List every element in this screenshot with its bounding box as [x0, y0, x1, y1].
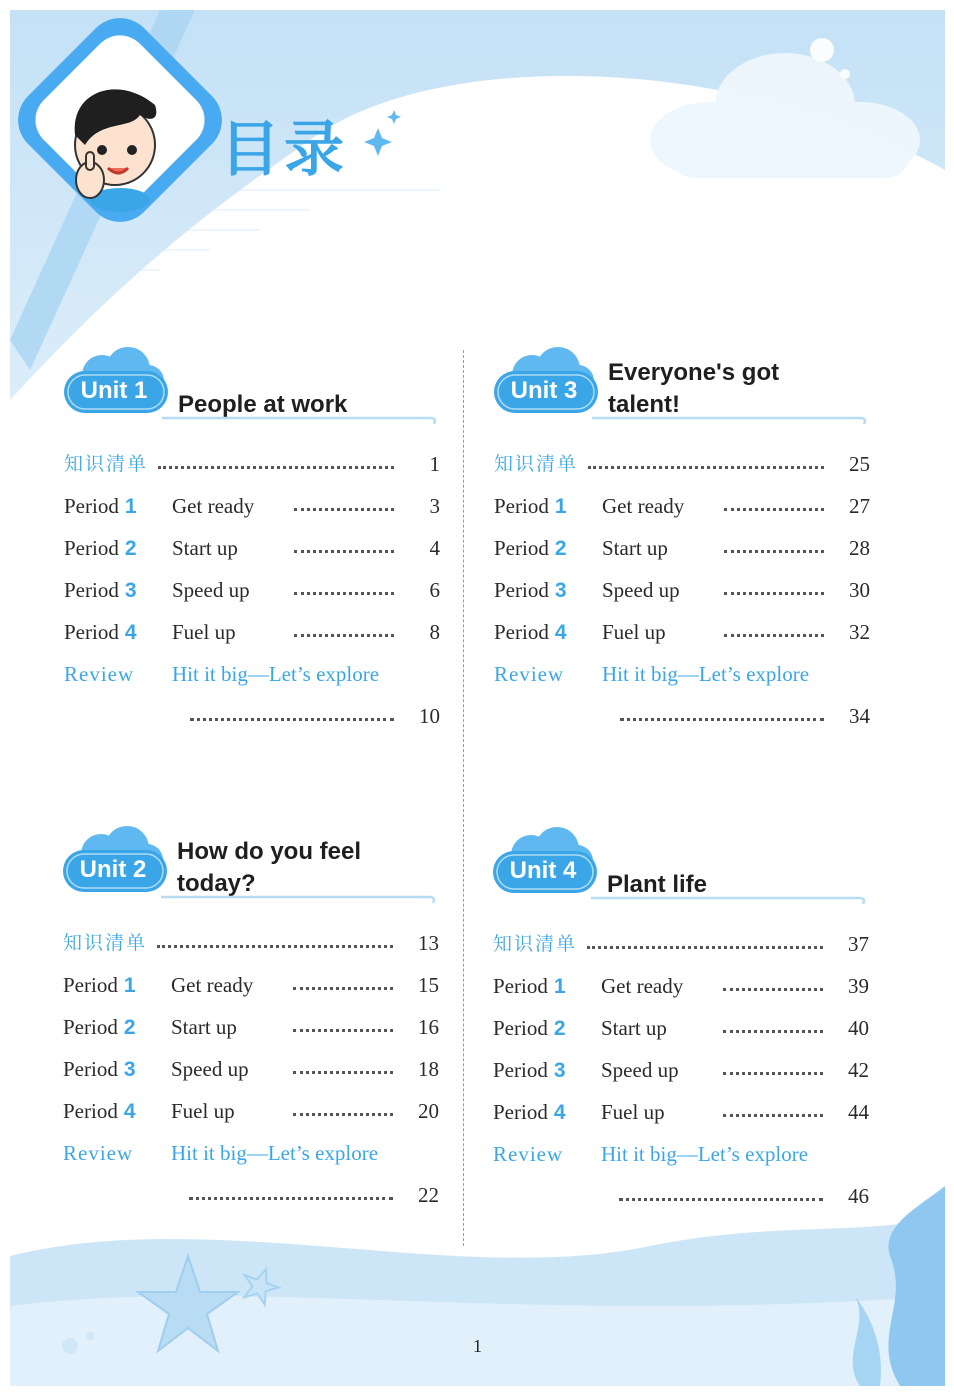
period-title: Get ready	[171, 973, 254, 997]
page-ref: 18	[418, 1057, 439, 1081]
toc-page	[10, 10, 945, 1386]
page-ref: 39	[848, 974, 869, 998]
toc-row-period[interactable]	[491, 1091, 871, 1133]
period-label	[493, 965, 566, 1008]
dot-leader	[723, 1114, 823, 1117]
page-ref: 4	[429, 536, 440, 560]
period-number: 1	[123, 974, 136, 997]
dot-leader	[294, 550, 394, 553]
page-ref: 6	[429, 578, 440, 602]
page-ref: 22	[418, 1183, 439, 1207]
period-label	[494, 527, 567, 570]
page-ref: 44	[848, 1100, 869, 1124]
period-word: Period	[63, 1099, 118, 1123]
toc-list	[62, 443, 442, 737]
dot-leader	[587, 946, 823, 949]
page-ref: 20	[418, 1099, 439, 1123]
page-ref: 32	[849, 620, 870, 644]
period-word: Period	[494, 536, 549, 560]
period-title: Speed up	[601, 1058, 679, 1082]
period-title: Speed up	[172, 578, 250, 602]
period-number: 1	[124, 495, 137, 518]
period-number: 4	[123, 1100, 136, 1123]
page-ref: 16	[418, 1015, 439, 1039]
page-ref: 1	[429, 452, 440, 476]
unit-title	[608, 357, 779, 421]
review-label: Review	[493, 1142, 564, 1166]
unit-section	[62, 345, 442, 737]
period-word: Period	[493, 1058, 548, 1082]
review-title: Hit it big—Let’s explore	[601, 1142, 809, 1166]
toc-row-period[interactable]	[492, 569, 872, 611]
unit-title-line: People at work	[178, 391, 348, 418]
summary-label: 知识清单	[494, 453, 579, 475]
unit-underline	[62, 415, 440, 425]
period-title: Start up	[172, 536, 238, 560]
unit-section	[61, 824, 441, 1216]
unit-title-line: talent!	[608, 391, 680, 418]
period-label	[63, 1090, 136, 1133]
unit-title-line: Plant life	[607, 871, 708, 898]
dot-leader	[294, 508, 394, 511]
period-title: Start up	[171, 1015, 237, 1039]
page-ref: 27	[849, 494, 870, 518]
period-title: Get ready	[172, 494, 255, 518]
toc-row-period[interactable]	[492, 485, 872, 527]
period-number: 3	[554, 579, 567, 602]
dot-leader	[158, 466, 394, 469]
period-label	[63, 1048, 136, 1091]
period-number: 4	[554, 621, 567, 644]
dot-leader	[157, 945, 393, 948]
period-title: Speed up	[602, 578, 680, 602]
summary-label: 知识清单	[64, 453, 149, 475]
period-number: 3	[123, 1058, 136, 1081]
period-word: Period	[64, 494, 119, 518]
dot-leader	[293, 1113, 393, 1116]
page-ref: 13	[418, 931, 439, 955]
toc-row-review[interactable]	[492, 653, 872, 695]
period-word: Period	[63, 973, 118, 997]
period-label	[64, 569, 137, 612]
period-number: 3	[124, 579, 137, 602]
unit-title-line: How do you feel	[177, 838, 362, 865]
dot-leader	[723, 1072, 823, 1075]
page-ref: 8	[429, 620, 440, 644]
toc-row-period[interactable]	[62, 527, 442, 569]
page-ref: 25	[849, 452, 870, 476]
period-title: Get ready	[601, 974, 684, 998]
toc-row-period[interactable]	[62, 569, 442, 611]
page-title: 目录	[220, 115, 348, 185]
toc-row-review-page	[61, 1174, 441, 1216]
page-number: 1	[473, 1336, 482, 1356]
toc-list	[492, 443, 872, 737]
review-title: Hit it big—Let’s explore	[172, 662, 380, 686]
period-word: Period	[493, 1100, 548, 1124]
period-title: Get ready	[602, 494, 685, 518]
page-ref: 37	[848, 932, 869, 956]
unit-section	[491, 825, 871, 1217]
toc-row-period[interactable]	[492, 527, 872, 569]
unit-title	[177, 836, 361, 900]
summary-label: 知识清单	[63, 932, 148, 954]
period-number: 1	[554, 495, 567, 518]
unit-header	[492, 345, 872, 425]
unit-section	[492, 345, 872, 737]
summary-label: 知识清单	[493, 933, 578, 955]
unit-header	[61, 824, 441, 904]
unit-badge: Unit 2	[79, 856, 147, 883]
dot-leader	[724, 508, 824, 511]
unit-badge: Unit 1	[80, 377, 148, 404]
dot-leader	[724, 592, 824, 595]
toc-row-period[interactable]	[491, 1049, 871, 1091]
unit-badge: Unit 3	[510, 377, 578, 404]
period-label	[63, 1006, 136, 1049]
page-ref: 46	[848, 1184, 869, 1208]
dot-leader	[293, 1071, 393, 1074]
toc-row-review-page	[62, 695, 442, 737]
period-word: Period	[64, 620, 119, 644]
period-word: Period	[63, 1015, 118, 1039]
dot-leader	[723, 988, 823, 991]
period-label	[494, 485, 567, 528]
toc-row-period[interactable]	[61, 964, 441, 1006]
toc-row-review[interactable]	[61, 1132, 441, 1174]
period-title: Speed up	[171, 1057, 249, 1081]
period-title: Fuel up	[602, 620, 666, 644]
column-divider	[463, 350, 464, 1246]
dot-leader	[723, 1030, 823, 1033]
toc-row-review[interactable]	[491, 1133, 871, 1175]
period-label	[64, 485, 137, 528]
period-word: Period	[493, 974, 548, 998]
unit-underline	[491, 895, 869, 905]
toc-row-period[interactable]	[62, 611, 442, 653]
unit-underline	[492, 415, 870, 425]
toc-row-period[interactable]	[491, 1007, 871, 1049]
period-label	[493, 1049, 566, 1092]
toc-row-period[interactable]	[61, 1090, 441, 1132]
period-title: Start up	[601, 1016, 667, 1040]
toc-row-summary[interactable]	[491, 923, 871, 965]
period-title: Fuel up	[601, 1100, 665, 1124]
period-number: 4	[124, 621, 137, 644]
period-number: 2	[554, 537, 567, 560]
toc-row-summary[interactable]	[61, 922, 441, 964]
period-number: 2	[123, 1016, 136, 1039]
period-title: Start up	[602, 536, 668, 560]
page-ref: 30	[849, 578, 870, 602]
toc-row-summary[interactable]	[492, 443, 872, 485]
unit-header	[62, 345, 442, 425]
toc-row-summary[interactable]	[62, 443, 442, 485]
review-label: Review	[63, 1141, 134, 1165]
toc-row-period[interactable]	[491, 965, 871, 1007]
unit-header	[491, 825, 871, 905]
period-label	[493, 1007, 566, 1050]
period-title: Fuel up	[171, 1099, 235, 1123]
period-word: Period	[494, 494, 549, 518]
toc-row-period[interactable]	[62, 485, 442, 527]
toc-row-period[interactable]	[61, 1048, 441, 1090]
period-number: 2	[124, 537, 137, 560]
period-label	[494, 569, 567, 612]
toc-row-review[interactable]	[62, 653, 442, 695]
dot-leader	[189, 1197, 393, 1200]
dot-leader	[724, 634, 824, 637]
dot-leader	[293, 1029, 393, 1032]
page-ref: 34	[849, 704, 870, 728]
page-ref: 10	[419, 704, 440, 728]
period-number: 4	[553, 1101, 566, 1124]
unit-underline	[61, 894, 439, 904]
unit-title-line: today?	[177, 870, 256, 897]
page-ref: 3	[429, 494, 440, 518]
page-ref: 42	[848, 1058, 869, 1082]
toc-row-review-page	[492, 695, 872, 737]
toc-row-review-page	[491, 1175, 871, 1217]
review-title: Hit it big—Let’s explore	[171, 1141, 379, 1165]
toc-list	[491, 923, 871, 1217]
review-label: Review	[494, 662, 565, 686]
period-title: Fuel up	[172, 620, 236, 644]
period-number: 2	[553, 1017, 566, 1040]
page-ref: 15	[418, 973, 439, 997]
period-label	[494, 611, 567, 654]
review-label: Review	[64, 662, 135, 686]
toc-list	[61, 922, 441, 1216]
dot-leader	[620, 718, 824, 721]
period-number: 3	[553, 1059, 566, 1082]
period-word: Period	[64, 536, 119, 560]
dot-leader	[588, 466, 824, 469]
period-word: Period	[64, 578, 119, 602]
dot-leader	[190, 718, 394, 721]
page-ref: 40	[848, 1016, 869, 1040]
period-label	[64, 611, 137, 654]
unit-title-line: Everyone's got	[608, 359, 780, 386]
period-word: Period	[493, 1016, 548, 1040]
dot-leader	[619, 1198, 823, 1201]
period-label	[493, 1091, 566, 1134]
sparkle-icon	[364, 110, 401, 156]
period-word: Period	[63, 1057, 118, 1081]
period-label	[63, 964, 136, 1007]
dot-leader	[294, 592, 394, 595]
dot-leader	[293, 987, 393, 990]
page-ref: 28	[849, 536, 870, 560]
dot-leader	[294, 634, 394, 637]
period-word: Period	[494, 578, 549, 602]
unit-badge: Unit 4	[509, 857, 577, 884]
dot-leader	[724, 550, 824, 553]
period-label	[64, 527, 137, 570]
period-word: Period	[494, 620, 549, 644]
toc-row-period[interactable]	[61, 1006, 441, 1048]
toc-row-period[interactable]	[492, 611, 872, 653]
period-number: 1	[553, 975, 566, 998]
review-title: Hit it big—Let’s explore	[602, 662, 810, 686]
